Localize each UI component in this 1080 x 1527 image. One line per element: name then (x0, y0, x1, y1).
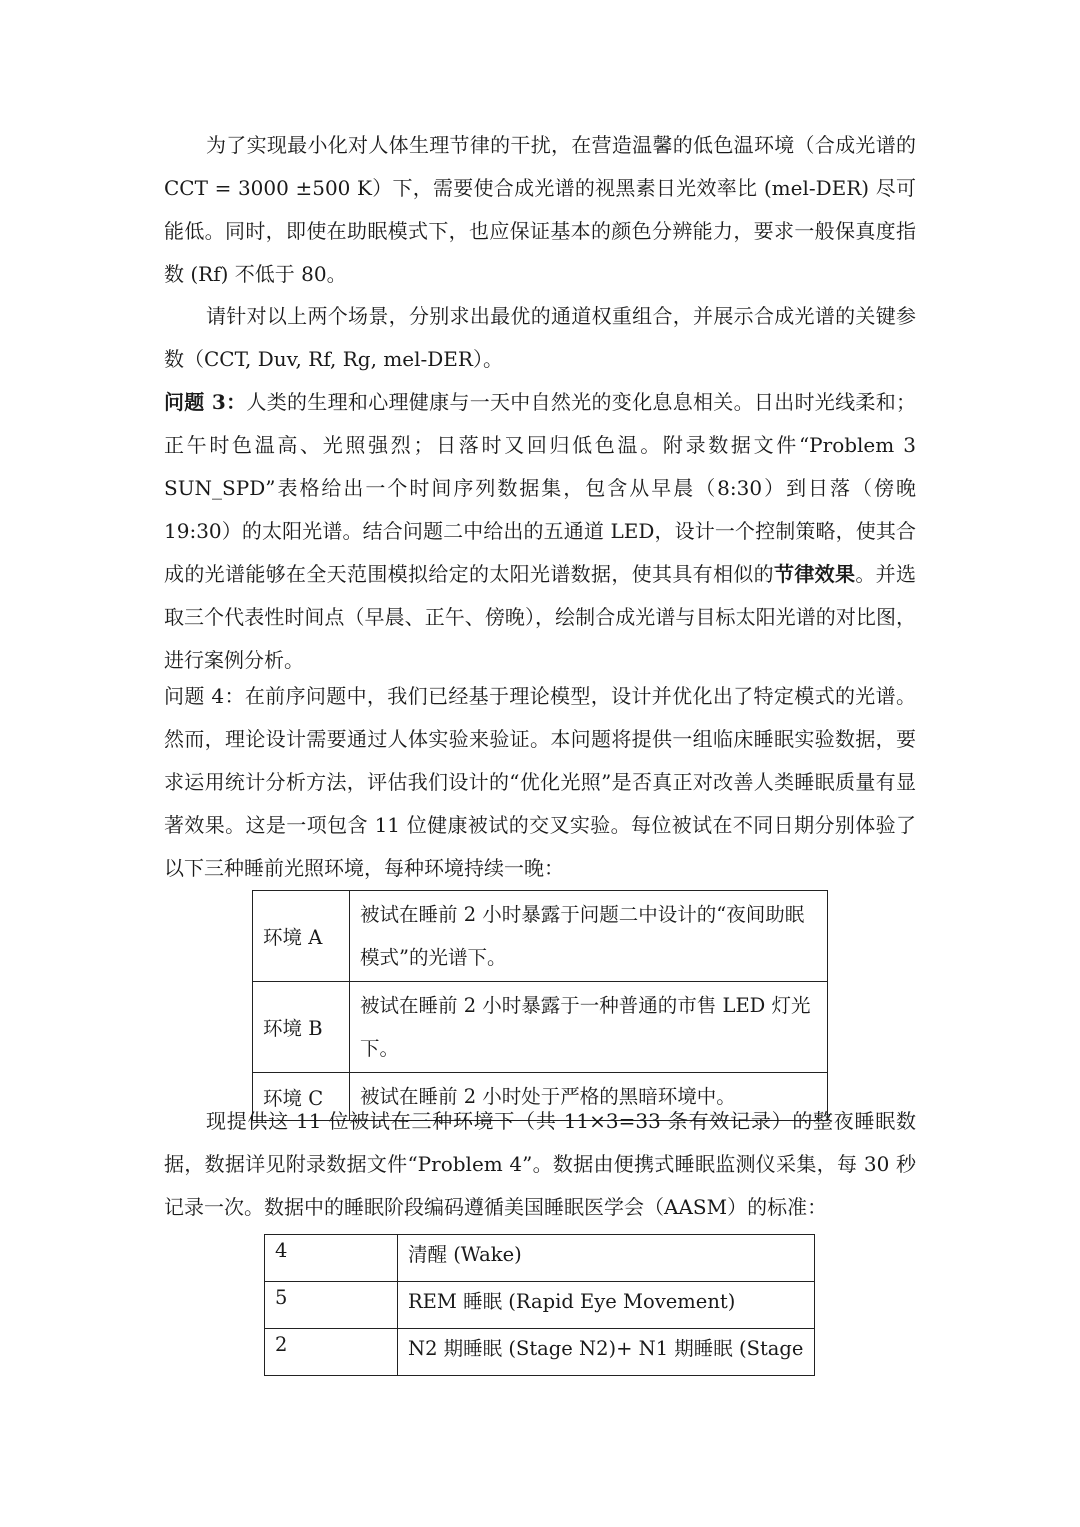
paragraph-problem-4 (164, 675, 916, 890)
paragraph-problem-3 (164, 381, 916, 682)
sleep-stage-table (264, 1234, 815, 1376)
paragraph-text: 为了实现最小化对人体生理节律的干扰，在营造温馨的低色温环境（合成光谱的 CCT = 3000 ±500 K）下，需要使合成光谱的视黑素日光效率比 (mel-DER) 尽可能低。同时，即使在助眠模式下，也应保证基本的颜色分辨能力，要求一般保真度指数 (Rf) 不低于 80。 (164, 133, 916, 286)
stage-description: REM 睡眠 (Rapid Eye Movement) (398, 1282, 815, 1329)
stage-description: 清醒 (Wake) (398, 1235, 815, 1282)
stage-code: 5 (265, 1282, 398, 1329)
environment-label: 环境 B (253, 982, 350, 1073)
table-row (253, 982, 828, 1073)
stage-code: 2 (265, 1329, 398, 1376)
paragraph-5 (164, 1100, 916, 1229)
stage-description: N2 期睡眠 (Stage N2)+ N1 期睡眠 (Stage (398, 1329, 815, 1376)
paragraph-1 (164, 124, 916, 296)
table-row (253, 891, 828, 982)
table-row (265, 1235, 815, 1282)
problem-3-text-a: 人类的生理和心理健康与一天中自然光的变化息息相关。日出时光线柔和；正午时色温高、光照强烈；日落时又回归低色温。附录数据文件“Problem 3 SUN_SPD”表格给出一个时间序列数据集，包含从早晨（8:30）到日落（傍晚 19:30）的太阳光谱。结合问题二中给出的五通道 LED，设计一个控制策略，使其合成的光谱能够在全天范围模拟给定的太阳光谱数据，使其具有相似的 (164, 390, 916, 586)
table-row (265, 1282, 815, 1329)
paragraph-text: 现提供这 11 位被试在三种环境下（共 11×3=33 条有效记录）的整夜睡眠数据，数据详见附录数据文件“Problem 4”。数据由便携式睡眠监测仪采集，每 30 秒记录一次。数据中的睡眠阶段编码遵循美国睡眠医学会（AASM）的标准： (164, 1109, 916, 1219)
stage-code: 4 (265, 1235, 398, 1282)
problem-3-label: 问题 3： (164, 390, 247, 414)
paragraph-text: 问题 4：在前序问题中，我们已经基于理论模型，设计并优化出了特定模式的光谱。然而，理论设计需要通过人体实验来验证。本问题将提供一组临床睡眠实验数据，要求运用统计分析方法，评估我们设计的“优化光照”是否真正对改善人类睡眠质量有显著效果。这是一项包含 11 位健康被试的交叉实验。每位被试在不同日期分别体验了以下三种睡前光照环境，每种环境持续一晚： (164, 684, 916, 880)
environment-label: 环境 C (253, 1073, 350, 1121)
environment-description: 被试在睡前 2 小时暴露于问题二中设计的“夜间助眠模式”的光谱下。 (350, 891, 828, 982)
paragraph-text: 请针对以上两个场景，分别求出最优的通道权重组合，并展示合成光谱的关键参数（CCT, Duv, Rf, Rg, mel-DER）。 (164, 304, 916, 371)
environment-table (252, 890, 828, 1121)
environment-description: 被试在睡前 2 小时处于严格的黑暗环境中。 (350, 1073, 828, 1121)
paragraph-text (164, 381, 916, 682)
environment-description: 被试在睡前 2 小时暴露于一种普通的市售 LED 灯光下。 (350, 982, 828, 1073)
table-row (265, 1329, 815, 1376)
paragraph-2 (164, 295, 916, 381)
problem-3-bold-term: 节律效果 (774, 562, 856, 586)
problem-3-text-b: 。并选取三个代表性时间点（早晨、正午、傍晚），绘制合成光谱与目标太阳光谱的对比图，进行案例分析。 (164, 562, 917, 672)
environment-label: 环境 A (253, 891, 350, 982)
